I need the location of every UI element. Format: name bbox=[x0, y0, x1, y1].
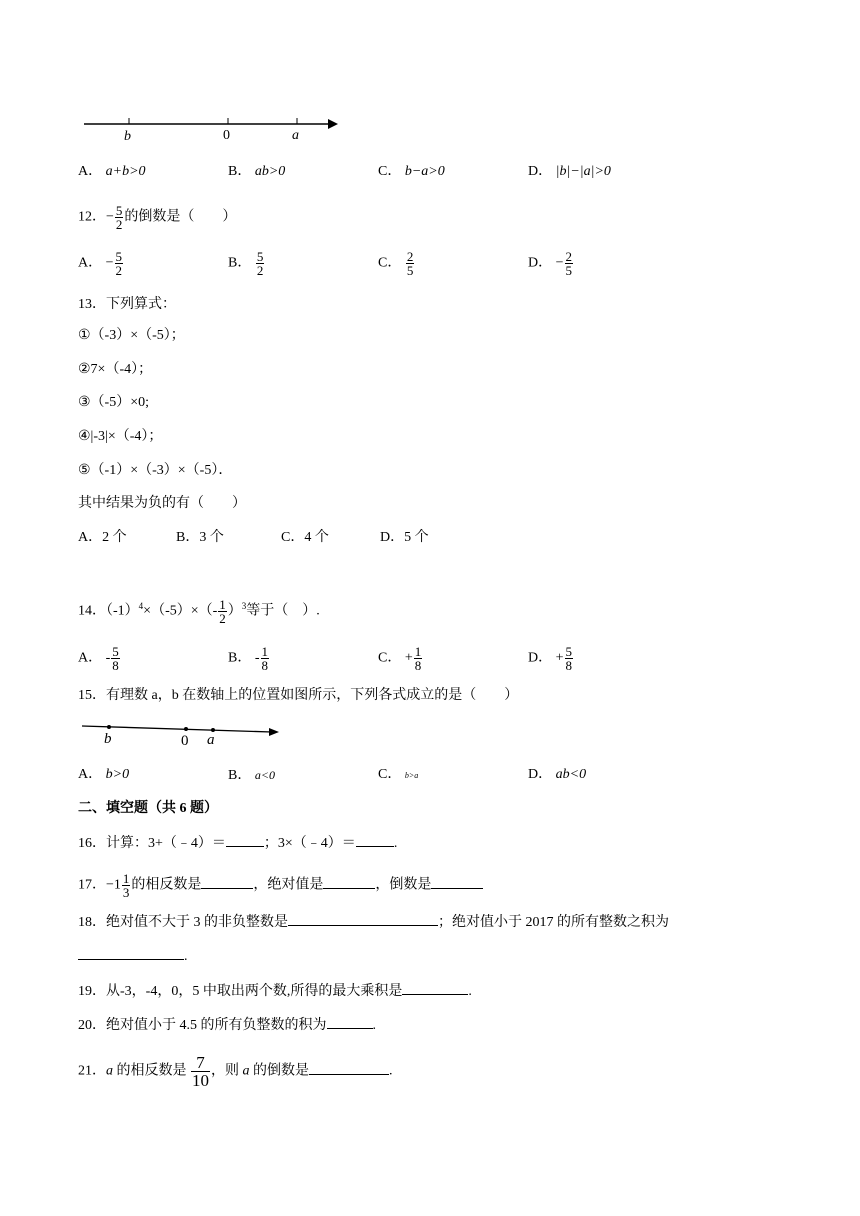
q13-option-a: A．2 个 bbox=[78, 530, 127, 545]
q11-option-a: A． a+b>0 bbox=[78, 164, 146, 179]
numberline-label-b: b bbox=[124, 129, 131, 144]
q14-option-d: D． + $\frac{5}{8}$ bbox=[528, 644, 573, 673]
number-line-q15 bbox=[80, 716, 285, 748]
q15-option-a: A． b>0 bbox=[78, 767, 130, 782]
q13-option-b: B．3 个 bbox=[176, 530, 224, 545]
q15-option-d: D． ab<0 bbox=[528, 767, 587, 782]
q20: 20．绝对值小于 4.5 的所有负整数的积为 . bbox=[78, 1018, 376, 1033]
answer-blank[interactable] bbox=[402, 982, 468, 995]
answer-blank[interactable] bbox=[288, 913, 438, 926]
q13-item-5: ⑤（-1）×（-3）×（-5）． bbox=[78, 463, 233, 478]
q13-stem: 13．下列算式： bbox=[78, 297, 176, 312]
numberline-label-b: b bbox=[104, 731, 112, 747]
answer-blank[interactable] bbox=[327, 1016, 373, 1029]
q13-item-3: ③（-5）×0; bbox=[78, 395, 149, 410]
q12-option-b: B． $\frac{5}{2}$ bbox=[228, 249, 264, 278]
q12-option-c: C． $\frac{2}{5}$ bbox=[378, 249, 414, 278]
q13-option-d: D．5 个 bbox=[380, 530, 429, 545]
q14-stem: 14．$(-1)^4\times(-5)\times(-$ $\frac{1}{2}$ ）$^3$等于（ ）. bbox=[78, 597, 320, 626]
answer-blank[interactable] bbox=[356, 834, 394, 847]
q19: 19．从-3，-4，0，5 中取出两个数,所得的最大乘积是 . bbox=[78, 984, 472, 999]
numberline-label-a: a bbox=[292, 128, 299, 143]
answer-blank[interactable] bbox=[78, 947, 184, 960]
q13-option-c: C．4 个 bbox=[281, 530, 329, 545]
answer-blank[interactable] bbox=[323, 876, 375, 889]
answer-blank[interactable] bbox=[201, 876, 253, 889]
section-heading-fill-in: 二、填空题（共 6 题） bbox=[78, 801, 218, 816]
numberline-label-zero: 0 bbox=[223, 128, 230, 143]
answer-blank[interactable] bbox=[309, 1062, 389, 1075]
numberline-label-zero: 0 bbox=[181, 733, 189, 748]
q15-option-c: C． b>a bbox=[378, 767, 419, 782]
q13-item-2: ②7×（-4）； bbox=[78, 362, 153, 377]
q12-option-d: D． − $\frac{2}{5}$ bbox=[528, 249, 573, 278]
q15-stem: 15．有理数 a，b 在数轴上的位置如图所示，下列各式成立的是（ ） bbox=[78, 688, 519, 703]
number-line-q11 bbox=[80, 110, 350, 146]
q18-line1: 18．绝对值不大于 3 的非负整数是 ；绝对值小于 2017 的所有整数之积为 bbox=[78, 915, 669, 930]
q11-option-b: B． ab>0 bbox=[228, 164, 286, 179]
q13-question: 其中结果为负的有（ ） bbox=[78, 496, 246, 511]
q14-option-a: A． - $\frac{5}{8}$ bbox=[78, 644, 119, 673]
q13-item-1: ①（-3）×（-5）； bbox=[78, 328, 185, 343]
q14-option-c: C． + $\frac{1}{8}$ bbox=[378, 644, 422, 673]
q15-option-b: B． a<0 bbox=[228, 768, 275, 783]
q18-line2: . bbox=[78, 947, 188, 966]
numberline-label-a: a bbox=[207, 732, 215, 748]
q21: 21．a 的相反数是 $\frac{7}{10}$ ，则 a 的倒数是 . bbox=[78, 1053, 393, 1090]
q12-stem: 12．− $\frac{5}{2}$ 的倒数是（ ） bbox=[78, 203, 237, 232]
q12-option-a: A． − $\frac{5}{2}$ bbox=[78, 249, 123, 278]
answer-blank[interactable] bbox=[226, 834, 264, 847]
q16: 16．计算：3+（﹣4）＝ ；3×（﹣4）＝ . bbox=[78, 836, 398, 851]
q13-item-4: ④|-3|×（-4）； bbox=[78, 429, 163, 444]
q17: 17．−1 $\frac{1}{3}$ 的相反数是 ，绝对值是 ，倒数是 bbox=[78, 872, 483, 899]
q14-option-b: B． - $\frac{1}{8}$ bbox=[228, 644, 269, 673]
q11-option-d: D． |b|−|a|>0 bbox=[528, 164, 611, 179]
answer-blank[interactable] bbox=[431, 876, 483, 889]
q11-option-c: C． b−a>0 bbox=[378, 164, 445, 179]
